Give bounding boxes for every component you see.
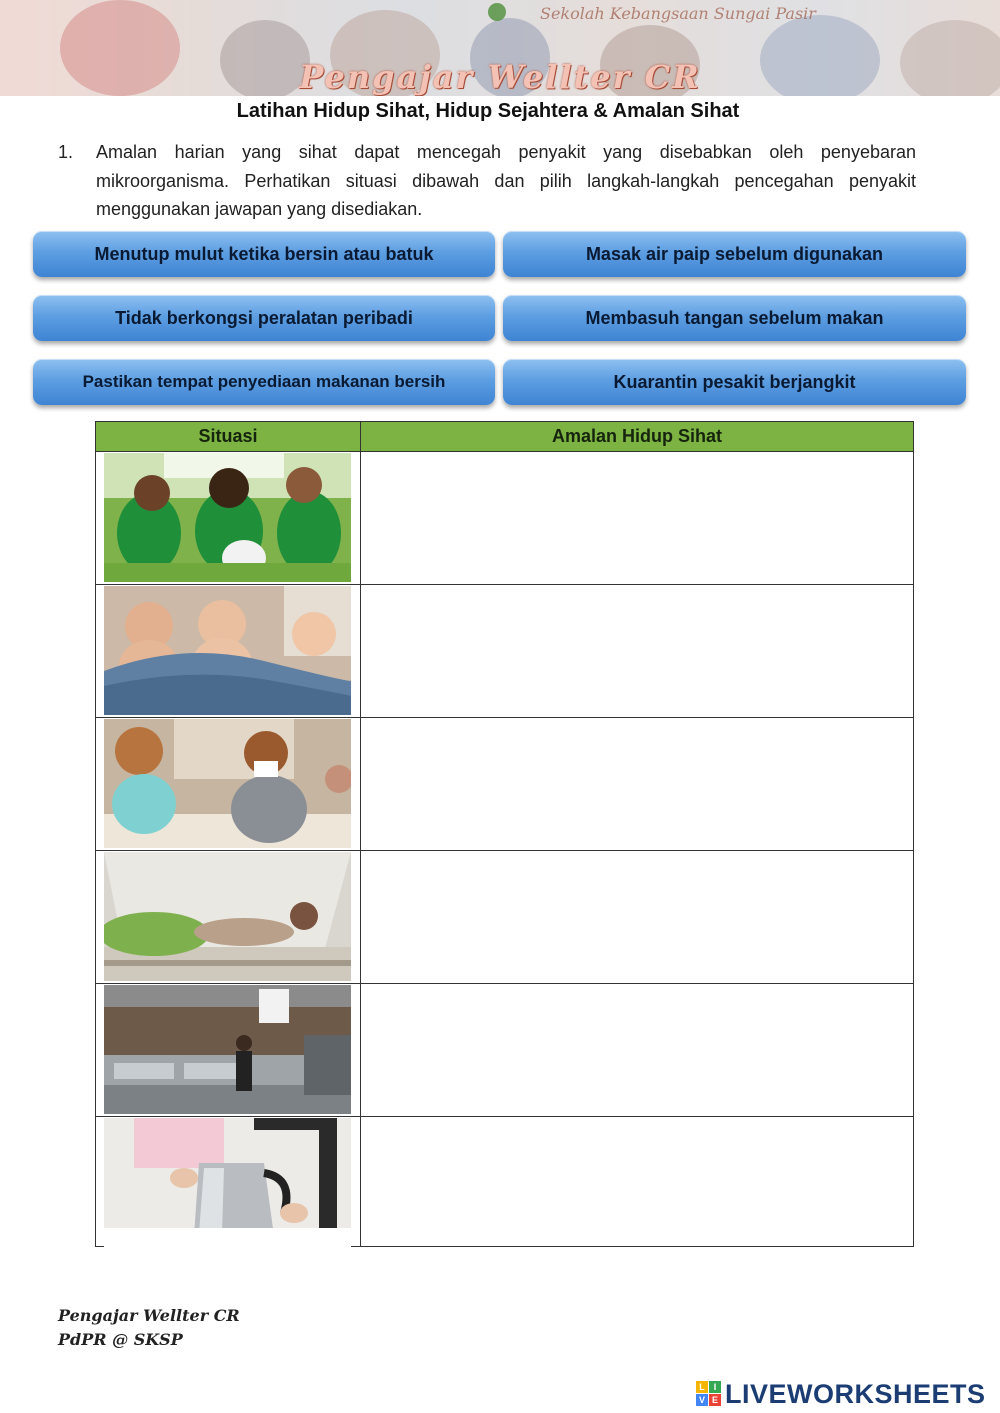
page-title: Latihan Hidup Sihat, Hidup Sejahtera & Amalan Sihat: [236, 100, 740, 122]
situation-table: [95, 421, 914, 1247]
answer-drop-zone[interactable]: [361, 851, 913, 983]
situation-cell: [96, 1117, 361, 1247]
banner-title: Pengajar Wellter CR: [299, 58, 701, 96]
question-number: 1.: [58, 142, 74, 162]
question-text: Amalan harian yang sihat dapat mencegah penyakit yang disebabkan oleh penyebaran mikroorganisma. Perhatikan situasi dibawah dan pilih langkah-langkah pencegahan penyakit menggunakan jawapan yang disediakan.: [96, 142, 916, 219]
children-eating-outdoors-photo: [104, 453, 351, 582]
footer-class: PdPR @ SKSP: [58, 1330, 183, 1349]
kitchen-food-preparation-photo: [104, 985, 351, 1114]
table-row: [96, 1117, 913, 1247]
kettle-boiling-water-photo: [104, 1118, 351, 1247]
table-row: [96, 851, 913, 984]
situation-cell: [96, 452, 361, 584]
liveworksheets-brand[interactable]: [696, 1376, 986, 1412]
situation-cell: [96, 851, 361, 983]
answer-drop-zone[interactable]: [361, 984, 913, 1116]
banner-school-name: Sekolah Kebangsaan Sungai Pasir: [540, 4, 816, 23]
answer-choice[interactable]: Masak air paip sebelum digunakan: [503, 231, 966, 277]
brand-name: LIVEWORKSHEETS: [725, 1378, 986, 1409]
child-sneezing-in-class-photo: [104, 719, 351, 848]
school-emblem-icon: [488, 3, 506, 21]
liveworksheets-logo-icon: L I V E: [696, 1381, 722, 1407]
answer-drop-zone[interactable]: [361, 452, 913, 584]
answer-drop-zone[interactable]: [361, 1117, 913, 1247]
question-1: [58, 138, 916, 224]
patient-under-mosquito-net-photo: [104, 852, 351, 981]
header-banner: [0, 0, 1000, 96]
answer-choice[interactable]: Membasuh tangan sebelum makan: [503, 295, 966, 341]
children-sharing-blanket-photo: [104, 586, 351, 715]
footer-author: Pengajar Wellter CR: [58, 1306, 240, 1325]
table-row: [96, 984, 913, 1117]
table-header: [96, 422, 913, 452]
column-header-amalan: Amalan Hidup Sihat: [551, 426, 722, 446]
answer-drop-zone[interactable]: [361, 585, 913, 717]
answer-choice[interactable]: Kuarantin pesakit berjangkit: [503, 359, 966, 405]
answer-drop-zone[interactable]: [361, 718, 913, 850]
answer-choice[interactable]: Menutup mulut ketika bersin atau batuk: [33, 231, 495, 277]
table-row: [96, 585, 913, 718]
situation-cell: [96, 718, 361, 850]
situation-cell: [96, 585, 361, 717]
table-row: [96, 718, 913, 851]
answer-choice[interactable]: Tidak berkongsi peralatan peribadi: [33, 295, 495, 341]
situation-cell: [96, 984, 361, 1116]
column-header-situasi: Situasi: [96, 422, 361, 451]
table-row: [96, 452, 913, 585]
answer-choice[interactable]: Pastikan tempat penyediaan makanan bersih: [33, 359, 495, 405]
